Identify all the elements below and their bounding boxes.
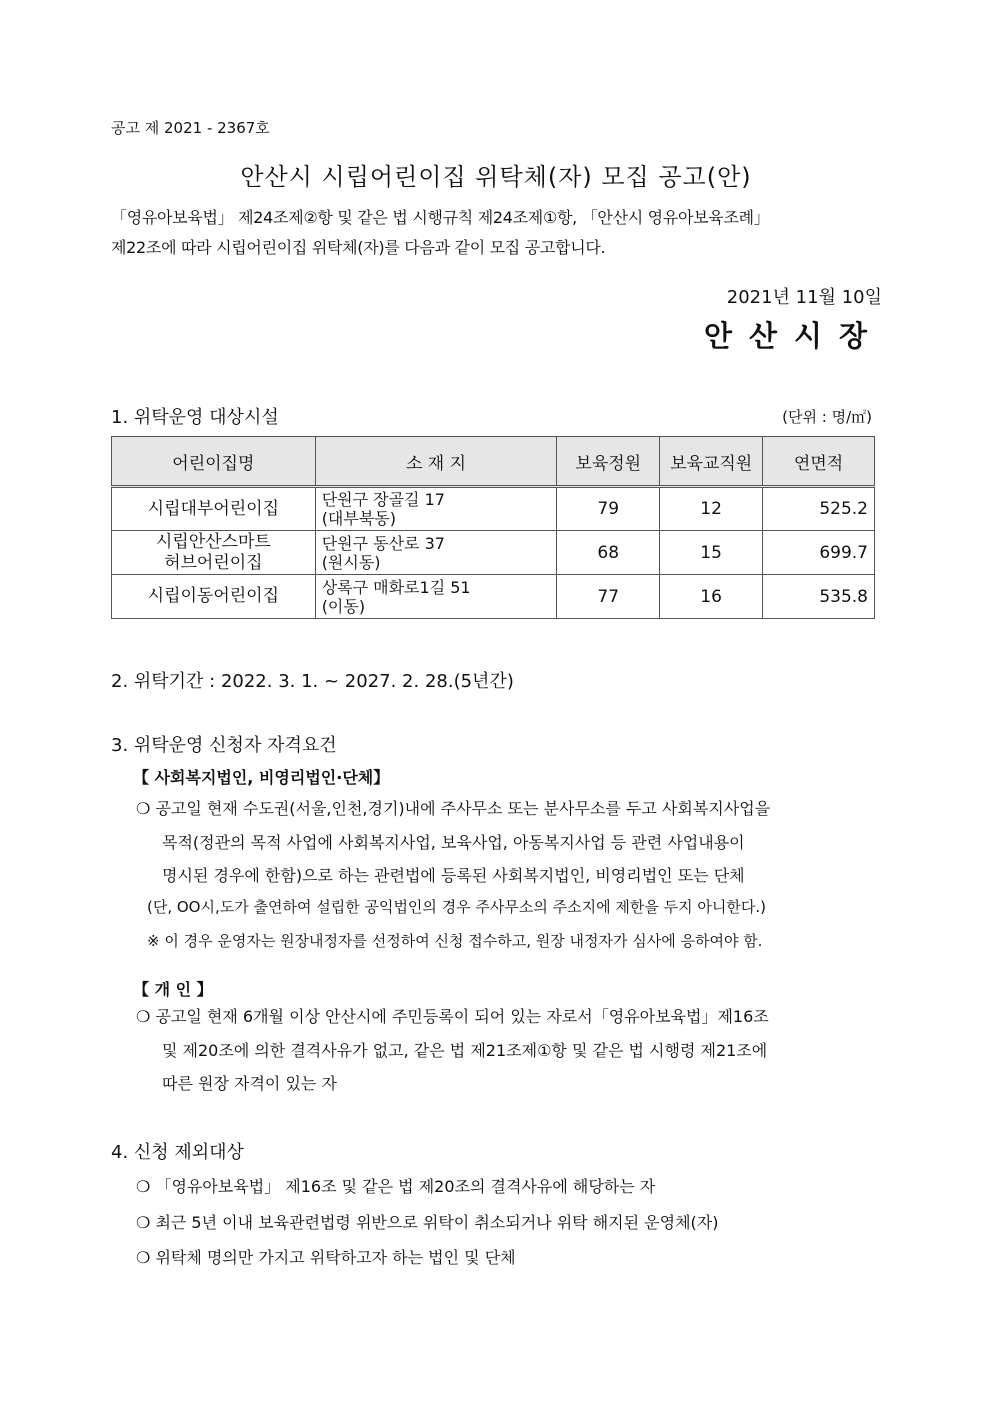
facility-area: 525.2 <box>763 487 875 531</box>
corporation-requirement-line: 목적(정관의 목적 사업에 사회복지사업, 보육사업, 아동복지사업 등 관련 사업내용이 <box>162 833 745 852</box>
section-1-heading: 1. 위탁운영 대상시설 <box>111 407 279 428</box>
section-3-heading: 3. 위탁운영 신청자 자격요건 <box>111 735 337 756</box>
exclusion-item: ❍ 「영유아보육법」 제16조 및 같은 법 제20조의 결격사유에 해당하는 자 <box>136 1177 656 1196</box>
unit-label: (단위 : 명/㎡) <box>782 408 872 426</box>
table-row <box>112 531 875 575</box>
individual-label: 【 개 인 】 <box>133 980 213 999</box>
facility-staff: 15 <box>660 531 763 575</box>
intro-line-2: 제22조에 따라 시립어린이집 위탁체(자)를 다음과 같이 모집 공고합니다. <box>111 238 606 257</box>
column-header: 연면적 <box>763 437 875 487</box>
facility-capacity: 79 <box>557 487 660 531</box>
column-header: 보육정원 <box>557 437 660 487</box>
corporation-note: ※ 이 경우 운영자는 원장내정자를 선정하여 신청 접수하고, 원장 내정자가 심사에 응하여야 함. <box>147 932 763 950</box>
exclusion-item: ❍ 최근 5년 이내 보육관련법령 위반으로 위탁이 취소되거나 위탁 해지된 운영체(자) <box>136 1213 719 1232</box>
facility-area: 699.7 <box>763 531 875 575</box>
intro-line-1: 「영유아보육법」 제24조제②항 및 같은 법 시행규칙 제24조제①항, 「안산시 영유아보육조례」 <box>111 208 770 227</box>
facility-address: 단원구 장골길 17 (대부북동) <box>315 487 557 531</box>
facility-staff: 12 <box>660 487 763 531</box>
bullet-icon: ❍ <box>136 1213 151 1232</box>
facility-address: 단원구 동산로 37 (원시동) <box>315 531 557 575</box>
facility-name: 시립대부어린이집 <box>112 487 316 531</box>
table-header-row <box>112 437 875 487</box>
facility-area: 535.8 <box>763 575 875 619</box>
bullet-icon: ❍ <box>136 1248 151 1267</box>
exclusion-item: ❍ 위탁체 명의만 가지고 위탁하고자 하는 법인 및 단체 <box>136 1248 516 1267</box>
individual-requirement: ❍ 공고일 현재 6개월 이상 안산시에 주민등록이 되어 있는 자로서「영유아보육법」제16조 <box>136 1007 769 1026</box>
facility-capacity: 77 <box>557 575 660 619</box>
facility-capacity: 68 <box>557 531 660 575</box>
facility-staff: 16 <box>660 575 763 619</box>
individual-requirement-line: 및 제20조에 의한 결격사유가 없고, 같은 법 제21조제①항 및 같은 법 시행령 제21조에 <box>162 1041 768 1060</box>
facility-table <box>111 436 875 619</box>
bullet-icon: ❍ <box>136 1177 151 1196</box>
individual-requirement-line: 따른 원장 자격이 있는 자 <box>162 1074 337 1093</box>
notice-number: 공고 제 2021 - 2367호 <box>111 119 270 137</box>
section-4-heading: 4. 신청 제외대상 <box>111 1142 244 1163</box>
table-row <box>112 487 875 531</box>
facility-name: 시립이동어린이집 <box>112 575 316 619</box>
bullet-icon: ❍ <box>136 1007 151 1026</box>
issuer-name: 안산시장 <box>703 319 884 353</box>
corporation-requirement-line: (단, OO시,도가 출연하여 설립한 공익법인의 경우 주사무소의 주소지에 제한을 두지 아니한다.) <box>147 898 766 916</box>
column-header: 소 재 지 <box>315 437 557 487</box>
corporation-requirement-line: 명시된 경우에 한함)으로 하는 관련법에 등록된 사회복지법인, 비영리법인 또는 단체 <box>162 866 745 885</box>
corporation-requirement: ❍ 공고일 현재 수도권(서울,인천,경기)내에 주사무소 또는 분사무소를 두고 사회복지사업을 <box>136 799 771 818</box>
column-header: 어린이집명 <box>112 437 316 487</box>
document-title: 안산시 시립어린이집 위탁체(자) 모집 공고(안) <box>240 163 752 191</box>
corporation-label: 【 사회복지법인, 비영리법인·단체】 <box>133 768 390 787</box>
facility-name: 시립안산스마트 허브어린이집 <box>112 531 316 575</box>
table-row <box>112 575 875 619</box>
column-header: 보육교직원 <box>660 437 763 487</box>
notice-date: 2021년 11월 10일 <box>726 287 882 308</box>
bullet-icon: ❍ <box>136 799 151 818</box>
section-2-heading: 2. 위탁기간 : 2022. 3. 1. ~ 2027. 2. 28.(5년간) <box>111 671 514 692</box>
facility-address: 상록구 매화로1길 51 (이동) <box>315 575 557 619</box>
